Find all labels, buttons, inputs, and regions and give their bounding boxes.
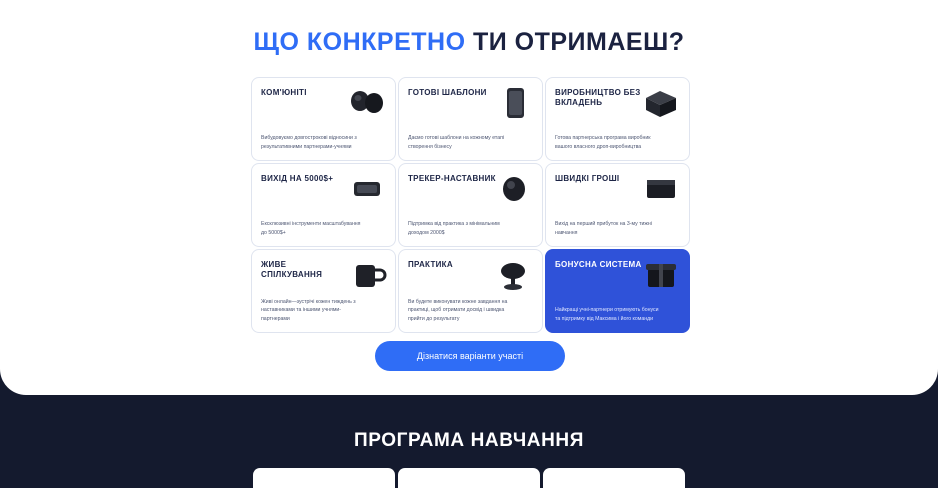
device-icon bbox=[344, 172, 388, 206]
phone-icon bbox=[491, 86, 535, 120]
card-text: Живі онлайн—зустрічі кожен тиждень з наставниками та іншими учнями-партнерами bbox=[261, 299, 356, 322]
page-title bbox=[0, 28, 938, 57]
card-title: ШВИДКІ ГРОШІ bbox=[555, 174, 620, 183]
benefit-card-bonus[interactable] bbox=[545, 249, 690, 333]
speaker-icon bbox=[491, 258, 535, 292]
mug-icon bbox=[344, 258, 388, 292]
headphone-icon bbox=[491, 172, 535, 206]
benefit-card-production[interactable] bbox=[545, 77, 690, 161]
card-text: Готова партнерська програма виробник вашого власного дроп-виробництва bbox=[555, 135, 651, 150]
card-title: ТРЕКЕР-НАСТАВНИК bbox=[408, 174, 496, 183]
earbuds-icon bbox=[344, 86, 388, 120]
page-title-rest: ТИ ОТРИМАЕШ? bbox=[472, 28, 685, 56]
card-text: Найкращі учні-партнери отримують бонуси та підтримку від Максима і його команди bbox=[555, 307, 659, 322]
program-card[interactable] bbox=[398, 468, 540, 488]
card-title: ВИХІД НА 5000$+ bbox=[261, 174, 334, 183]
card-title: ВИРОБНИЦТВО БЕЗ ВКЛАДЕНЬ bbox=[555, 88, 641, 107]
program-title: ПРОГРАМА НАВЧАННЯ bbox=[354, 430, 584, 451]
block-icon bbox=[638, 172, 682, 206]
card-title: ПРАКТИКА bbox=[408, 260, 453, 269]
card-text: Підтримка від практика з мінімальним доходом 2000$ bbox=[408, 221, 500, 236]
program-card[interactable] bbox=[543, 468, 685, 488]
card-text: Ви будете виконувати кожне завдання на практиці, щоб отримати досвід і швидка прийти до результату bbox=[408, 299, 508, 322]
card-title: КОМ'ЮНІТІ bbox=[261, 88, 307, 97]
benefit-card-community[interactable] bbox=[251, 77, 396, 161]
program-card[interactable] bbox=[253, 468, 395, 488]
benefit-card-practice[interactable] bbox=[398, 249, 543, 333]
box-icon bbox=[638, 86, 682, 120]
benefit-card-tracker[interactable] bbox=[398, 163, 543, 247]
benefits-grid bbox=[251, 77, 688, 333]
benefit-card-fastmoney[interactable] bbox=[545, 163, 690, 247]
benefit-card-templates[interactable] bbox=[398, 77, 543, 161]
card-title: БОНУСНА СИСТЕМА bbox=[555, 260, 642, 269]
card-text: Вихід на перший прибуток на 3-му тижні навчання bbox=[555, 221, 652, 236]
page-title-accent: ЩО КОНКРЕТНО bbox=[253, 28, 473, 56]
card-text: Даємо готові шаблони на кожному етапі створення бізнесу bbox=[408, 135, 505, 150]
card-text: Ексклюзивні інструменти масштабування до 5000$+ bbox=[261, 221, 361, 236]
benefit-card-live[interactable] bbox=[251, 249, 396, 333]
gift-icon bbox=[638, 258, 682, 292]
card-title: ЖИВЕ СПІЛКУВАННЯ bbox=[261, 260, 323, 279]
program-cards bbox=[253, 468, 685, 488]
cta-button[interactable]: Дізнатися варіанти участі bbox=[375, 341, 565, 371]
benefit-card-income[interactable] bbox=[251, 163, 396, 247]
card-title: ГОТОВІ ШАБЛОНИ bbox=[408, 88, 487, 97]
card-text: Вибудовуємо довгострокові відносини з результативними партнерами-учнями bbox=[261, 135, 357, 150]
